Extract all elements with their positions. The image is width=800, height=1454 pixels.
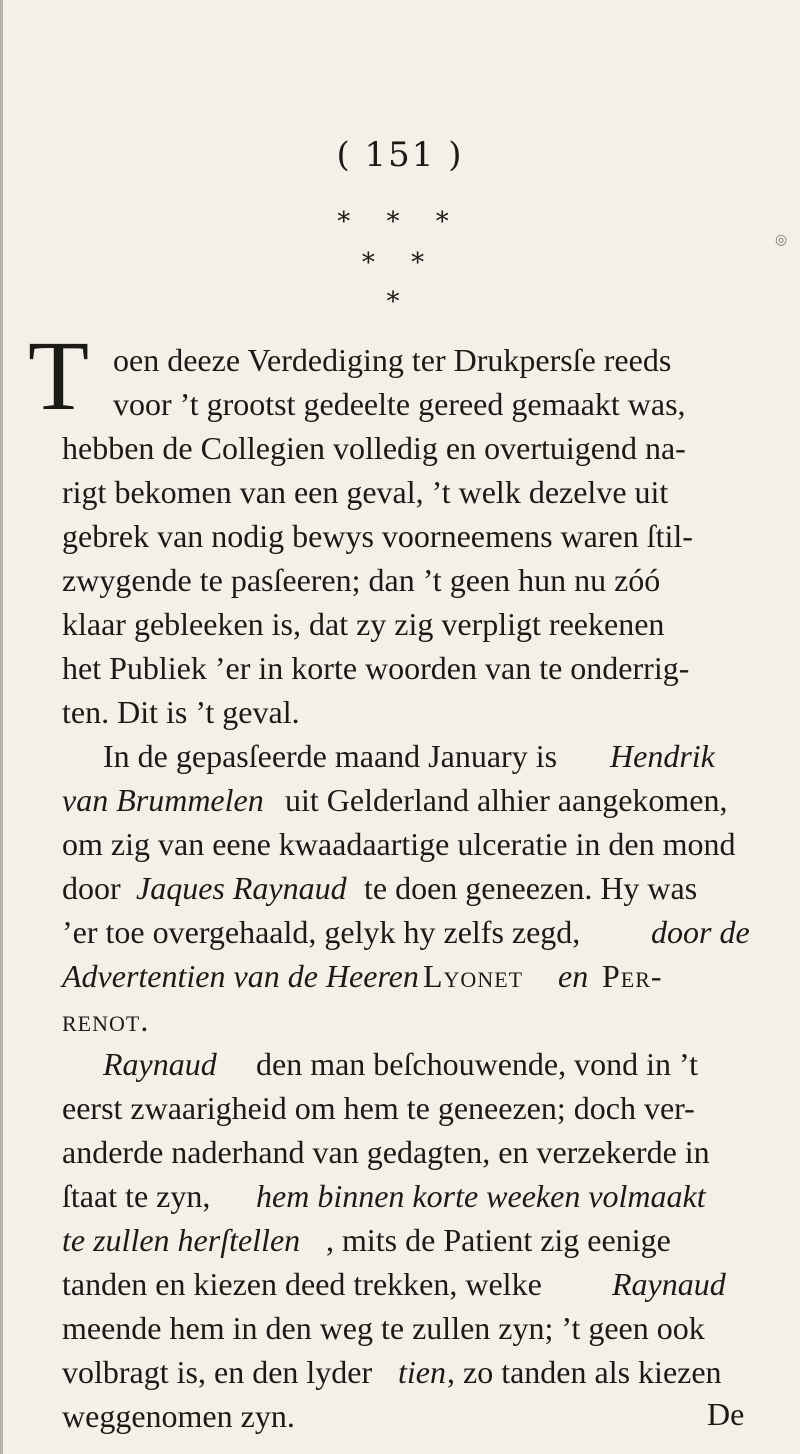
line-text: het Publiek ’er in korte woorden van te onderrig- (62, 650, 690, 686)
line-text: meende hem in den weg te zullen zyn; ’t geen ook (62, 1310, 705, 1346)
line-text: anderde naderhand van gedagten, en verzekerde in (62, 1134, 710, 1170)
italic-text: te zullen herſtellen (62, 1222, 301, 1258)
line-text: ’er toe overgehaald, gelyk hy zelfs zegd, (62, 914, 581, 950)
line-text: zwygende te pasſeeren; dan ’t geen hun nu zóó (62, 562, 661, 598)
line-text: uit Gelderland alhier aangekomen, (285, 782, 728, 818)
person-name: Raynaud (612, 1266, 726, 1302)
line-text: te doen geneezen. Hy was (364, 870, 698, 906)
line-text: hebben de Collegien volledig en overtuigend na- (62, 430, 686, 466)
line-text: door (62, 870, 121, 906)
page-number: ( 151 ) (336, 135, 464, 175)
line-text: rigt bekomen van een geval, ’t welk dezelve uit (62, 474, 669, 510)
line-text: , zo tanden als kiezen (447, 1354, 722, 1390)
italic-text: tien (398, 1354, 446, 1390)
person-name: Hendrik (610, 738, 715, 774)
line-text: om zig van eene kwaadaartige ulceratie in den mond (62, 826, 736, 862)
line-text: In de gepasſeerde maand January is (103, 738, 558, 774)
line-text: eerst zwaarigheid om hem te geneezen; doch ver- (62, 1090, 695, 1126)
person-name: van Brummelen (62, 782, 264, 818)
ornament-row-1: * * * (337, 207, 463, 237)
line-text: klaar gebleeken is, dat zy zig verpligt reekenen (62, 606, 665, 642)
ornament-row-2: * * (361, 248, 439, 278)
person-name: Lyonet (423, 958, 524, 994)
person-name: Jaques Raynaud (136, 870, 347, 906)
italic-text: door de (651, 914, 750, 950)
line-text: ſtaat te zyn, (62, 1178, 211, 1214)
italic-text: en (558, 958, 589, 994)
line-text: den man beſchouwende, vond in ’t (256, 1046, 698, 1082)
line-text: , mits de Patient zig eenige (326, 1222, 671, 1258)
catchword: De (707, 1396, 745, 1432)
line-text: ten. Dit is ’t geval. (62, 694, 300, 730)
person-name: Raynaud (103, 1046, 217, 1082)
line-text: oen deeze Verdediging ter Drukpersſe reeds (113, 342, 672, 378)
drop-capital: T (28, 320, 90, 431)
line-text: tanden en kiezen deed trekken, welke (62, 1266, 542, 1302)
line-text: weggenomen zyn. (62, 1398, 295, 1434)
person-name: renot. (62, 1002, 150, 1038)
italic-text: Advertentien van de Heeren (62, 958, 419, 994)
ornament-row-3: * (386, 287, 414, 317)
italic-text: hem binnen korte weeken volmaakt (256, 1178, 706, 1214)
person-name: Per- (602, 958, 663, 994)
line-text: volbragt is, en den lyder (62, 1354, 373, 1390)
margin-mark: ◎ (775, 232, 788, 248)
line-text: gebrek van nodig bewys voorneemens waren ſtil- (62, 518, 693, 554)
line-text: voor ’t grootst gedeelte gereed gemaakt was, (113, 386, 686, 422)
